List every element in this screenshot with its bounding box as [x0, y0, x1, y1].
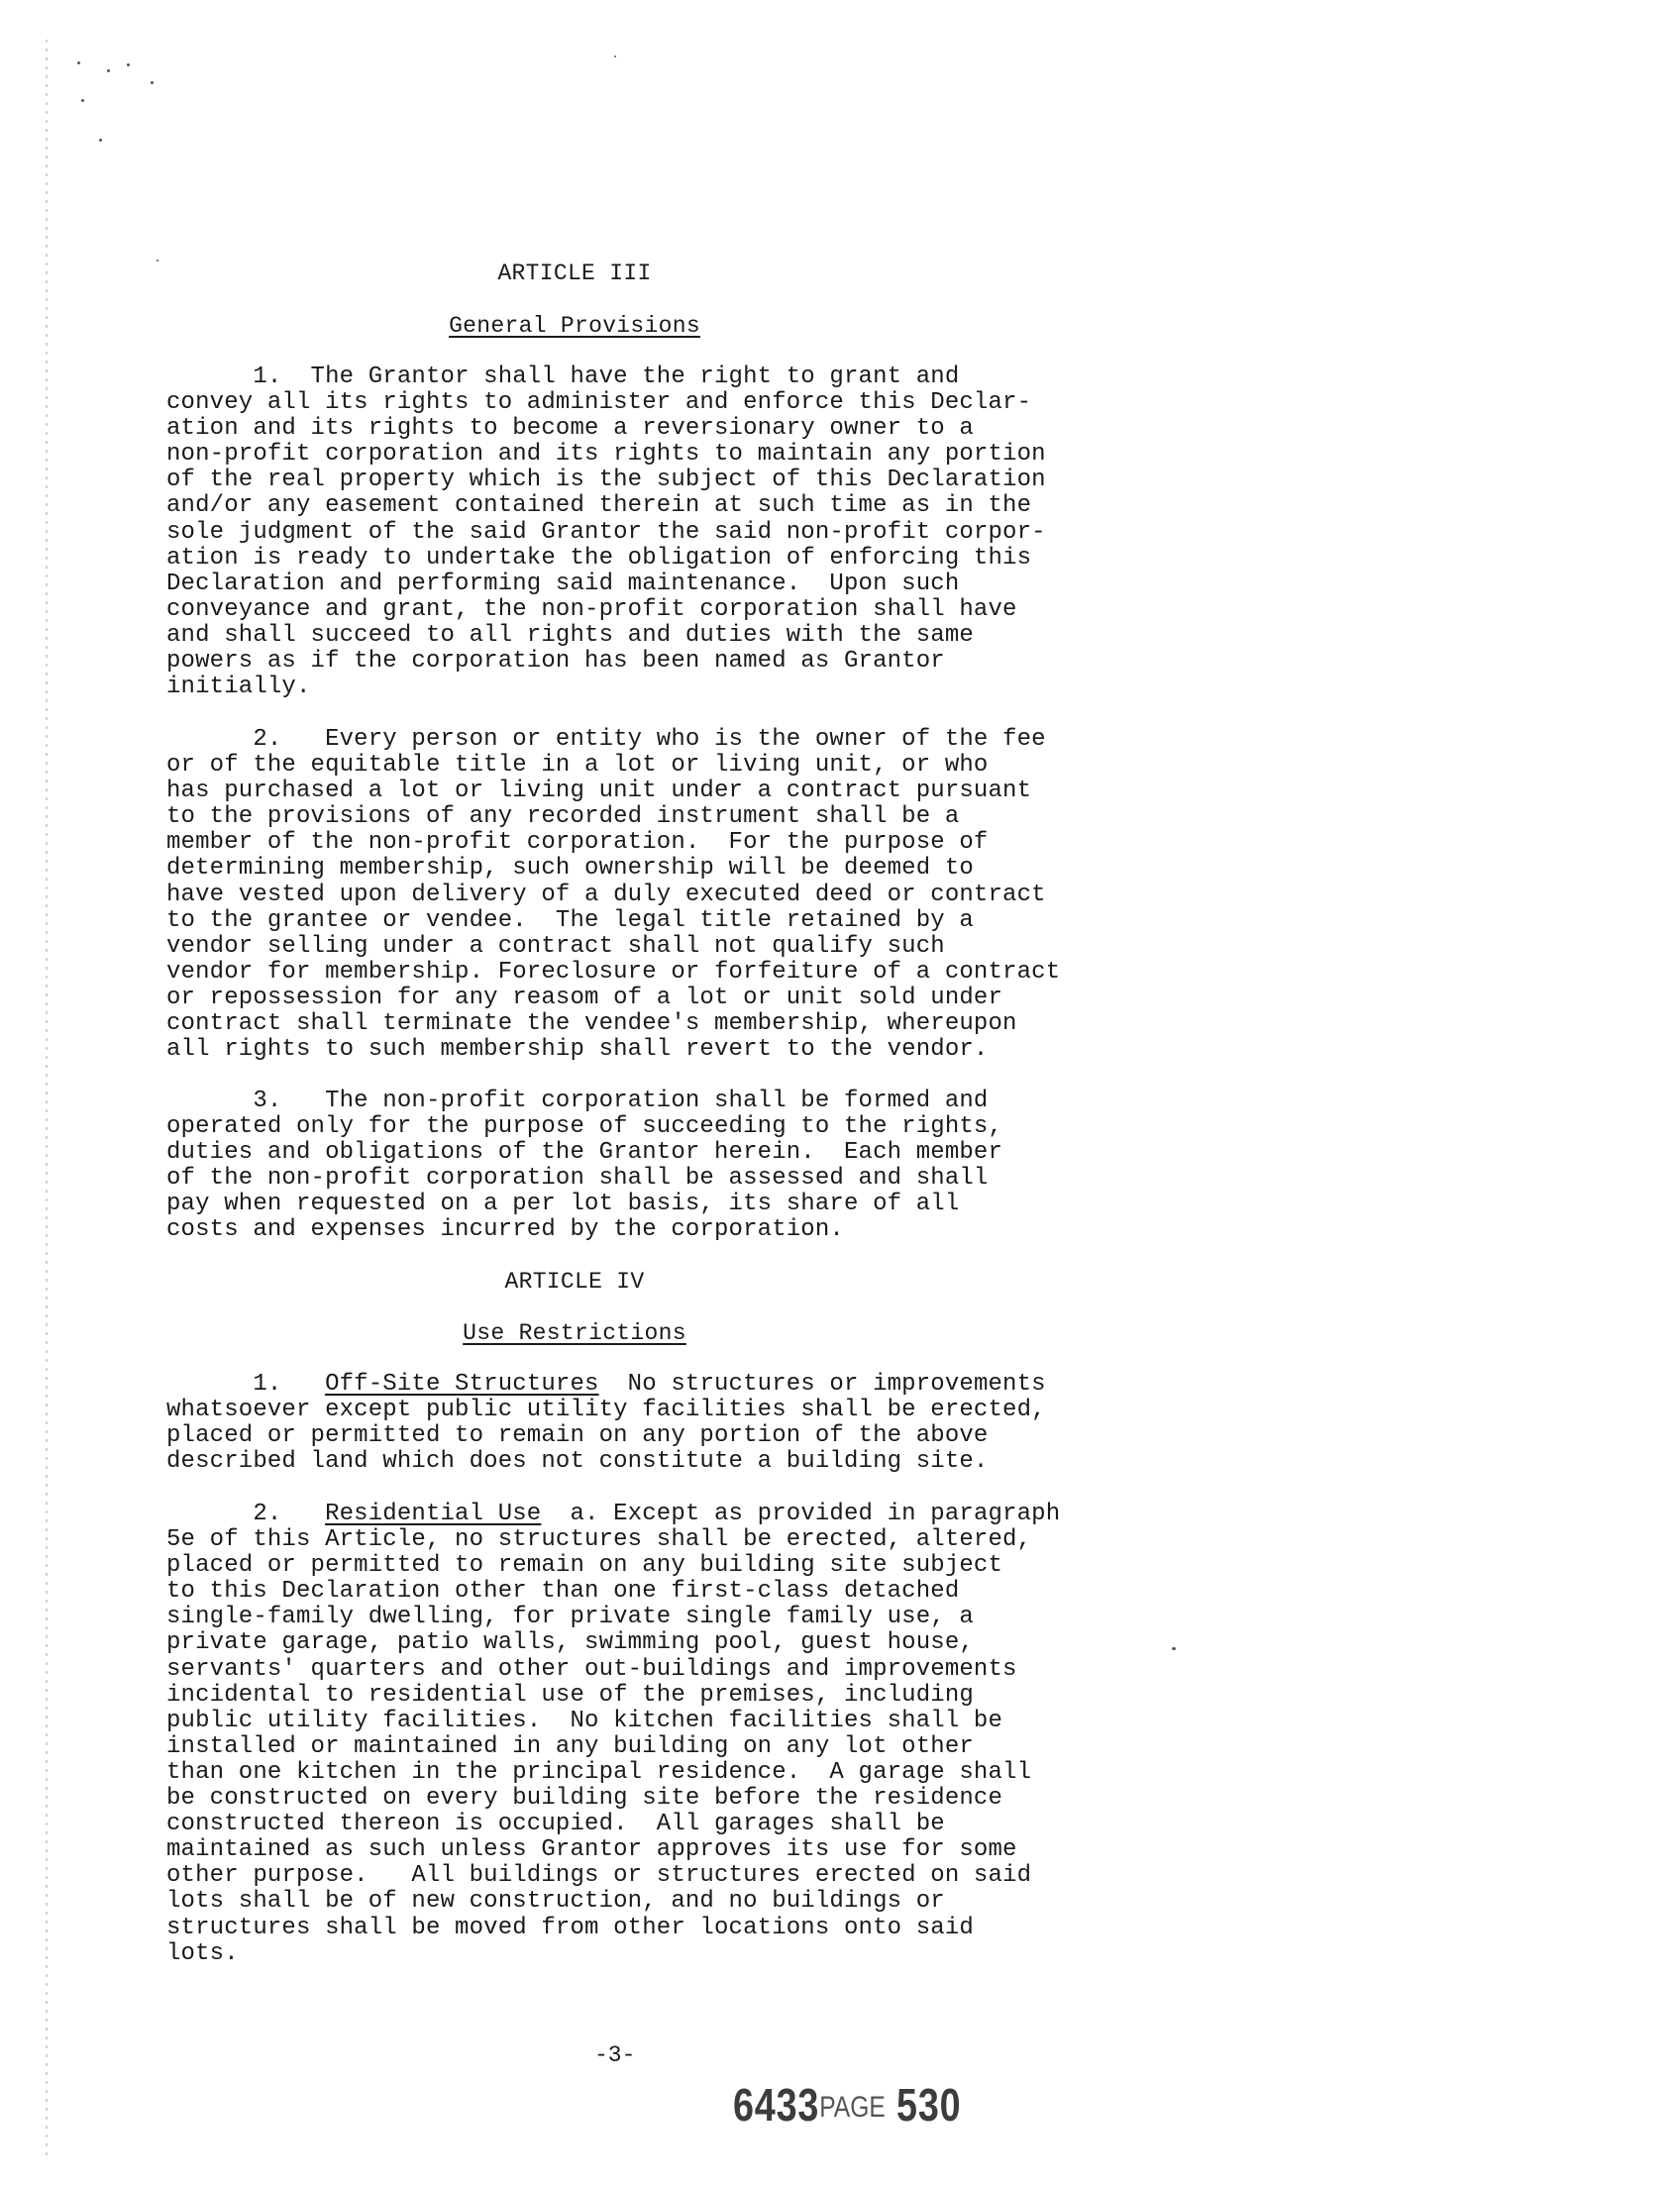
article-iii-subheading: General Provisions: [449, 313, 700, 339]
article-iv-subheading: Use Restrictions: [463, 1320, 686, 1346]
scan-speck: [151, 81, 154, 84]
scan-speck: [614, 55, 616, 57]
page-reference: 530: [896, 2079, 962, 2131]
scan-speck: [77, 61, 80, 64]
scan-speck: [107, 69, 110, 72]
article-iii-paragraph-1: 1. The Grantor shall have the right to grant and convey all its rights to administer and enforce this Declar- ation and its rights to become a reversionary owner to a non-profit corporation and its rights to maintain any portion of the real property which is the subject of this Declaration and/or any easement contained therein at such time as in the sole judgment of the said Grantor the said non-profit corpor- ation is ready to undertake the obligation of enforcing this Declaration and performing said maintenance. Upon such conveyance and grant, the non-profit corporation shall have and shall succeed to all rights and duties with the same powers as if the corporation has been named as Grantor initially.: [166, 364, 1046, 701]
scan-speck: [1172, 1647, 1176, 1650]
page-mark: PAGE: [819, 2091, 886, 2124]
article-iv-paragraph-2: [166, 1502, 1157, 1967]
article-iv-heading: ARTICLE IV: [504, 1269, 645, 1295]
scan-speck: [127, 63, 130, 66]
article-iv-paragraph-1: [166, 1372, 1157, 1475]
paragraph-title-off-site-structures: Off-Site Structures: [325, 1371, 599, 1398]
book-number: 6433: [733, 2079, 820, 2131]
paragraph-body: a. Except as provided in paragraph 5e of this Article, no structures shall be erected, altered, placed or permitted to remain on any building site subject to this Declaration other than one first-class detached single-family dwelling, for private single family use, a private garage, patio walls, swimming pool, guest house, servants' quarters and other out-buildings and improvements incidental to residential use of the premises, including public utility facilities. No kitchen facilities shall be installed or maintained in any building on any lot other than one kitchen in the principal residence. A garage shall be constructed on every building site before the residence constructed thereon is occupied. All garages shall be maintained as such unless Grantor approves its use for some other purpose. All buildings or structures erected on said lots shall be of new construction, and no buildings or structures shall be moved from other locations onto said lots.: [166, 1501, 1061, 1967]
scan-edge-artifact: [46, 40, 48, 2159]
article-iii-paragraph-2: 2. Every person or entity who is the owner of the fee or of the equitable title in a lot or living unit, or who has purchased a lot or living unit under a contract pursuant to the provisions of any recorded instrument shall be a member of the non-profit corporation. For the purpose of determining membership, such ownership will be deemed to have vested upon delivery of a duly executed deed or contract to the grantee or vendee. The legal title retained by a vendor selling under a contract shall not qualify such vendor for membership. Foreclosure or forfeiture of a contract or repossession for any reasom of a lot or unit sold under contract shall terminate the vendee's membership, whereupon all rights to such membership shall revert to the vendor.: [166, 726, 1061, 1064]
paragraph-title-residential-use: Residential Use: [325, 1501, 542, 1527]
article-iii-paragraph-3: 3. The non-profit corporation shall be formed and operated only for the purpose of succeeding to the rights, duties and obligations of the Grantor herein. Each member of the non-profit corporation shall be assessed and shall pay when requested on a per lot basis, its share of all costs and expenses incurred by the corporation.: [166, 1088, 1003, 1244]
paragraph-number: 2.: [166, 1501, 326, 1527]
paragraph-number: 1.: [166, 1371, 326, 1398]
article-iii-heading: ARTICLE III: [497, 260, 652, 286]
scan-speck: [81, 99, 84, 102]
scan-speck: [99, 139, 102, 142]
recording-book-page-stamp: [733, 2080, 961, 2133]
page-number: -3-: [594, 2042, 636, 2068]
paragraph-body: No structures or improvements whatsoever except public utility facilities shall be erected, placed or permitted to remain on any portion of the above described land which does not constitute a building site.: [166, 1371, 1046, 1476]
